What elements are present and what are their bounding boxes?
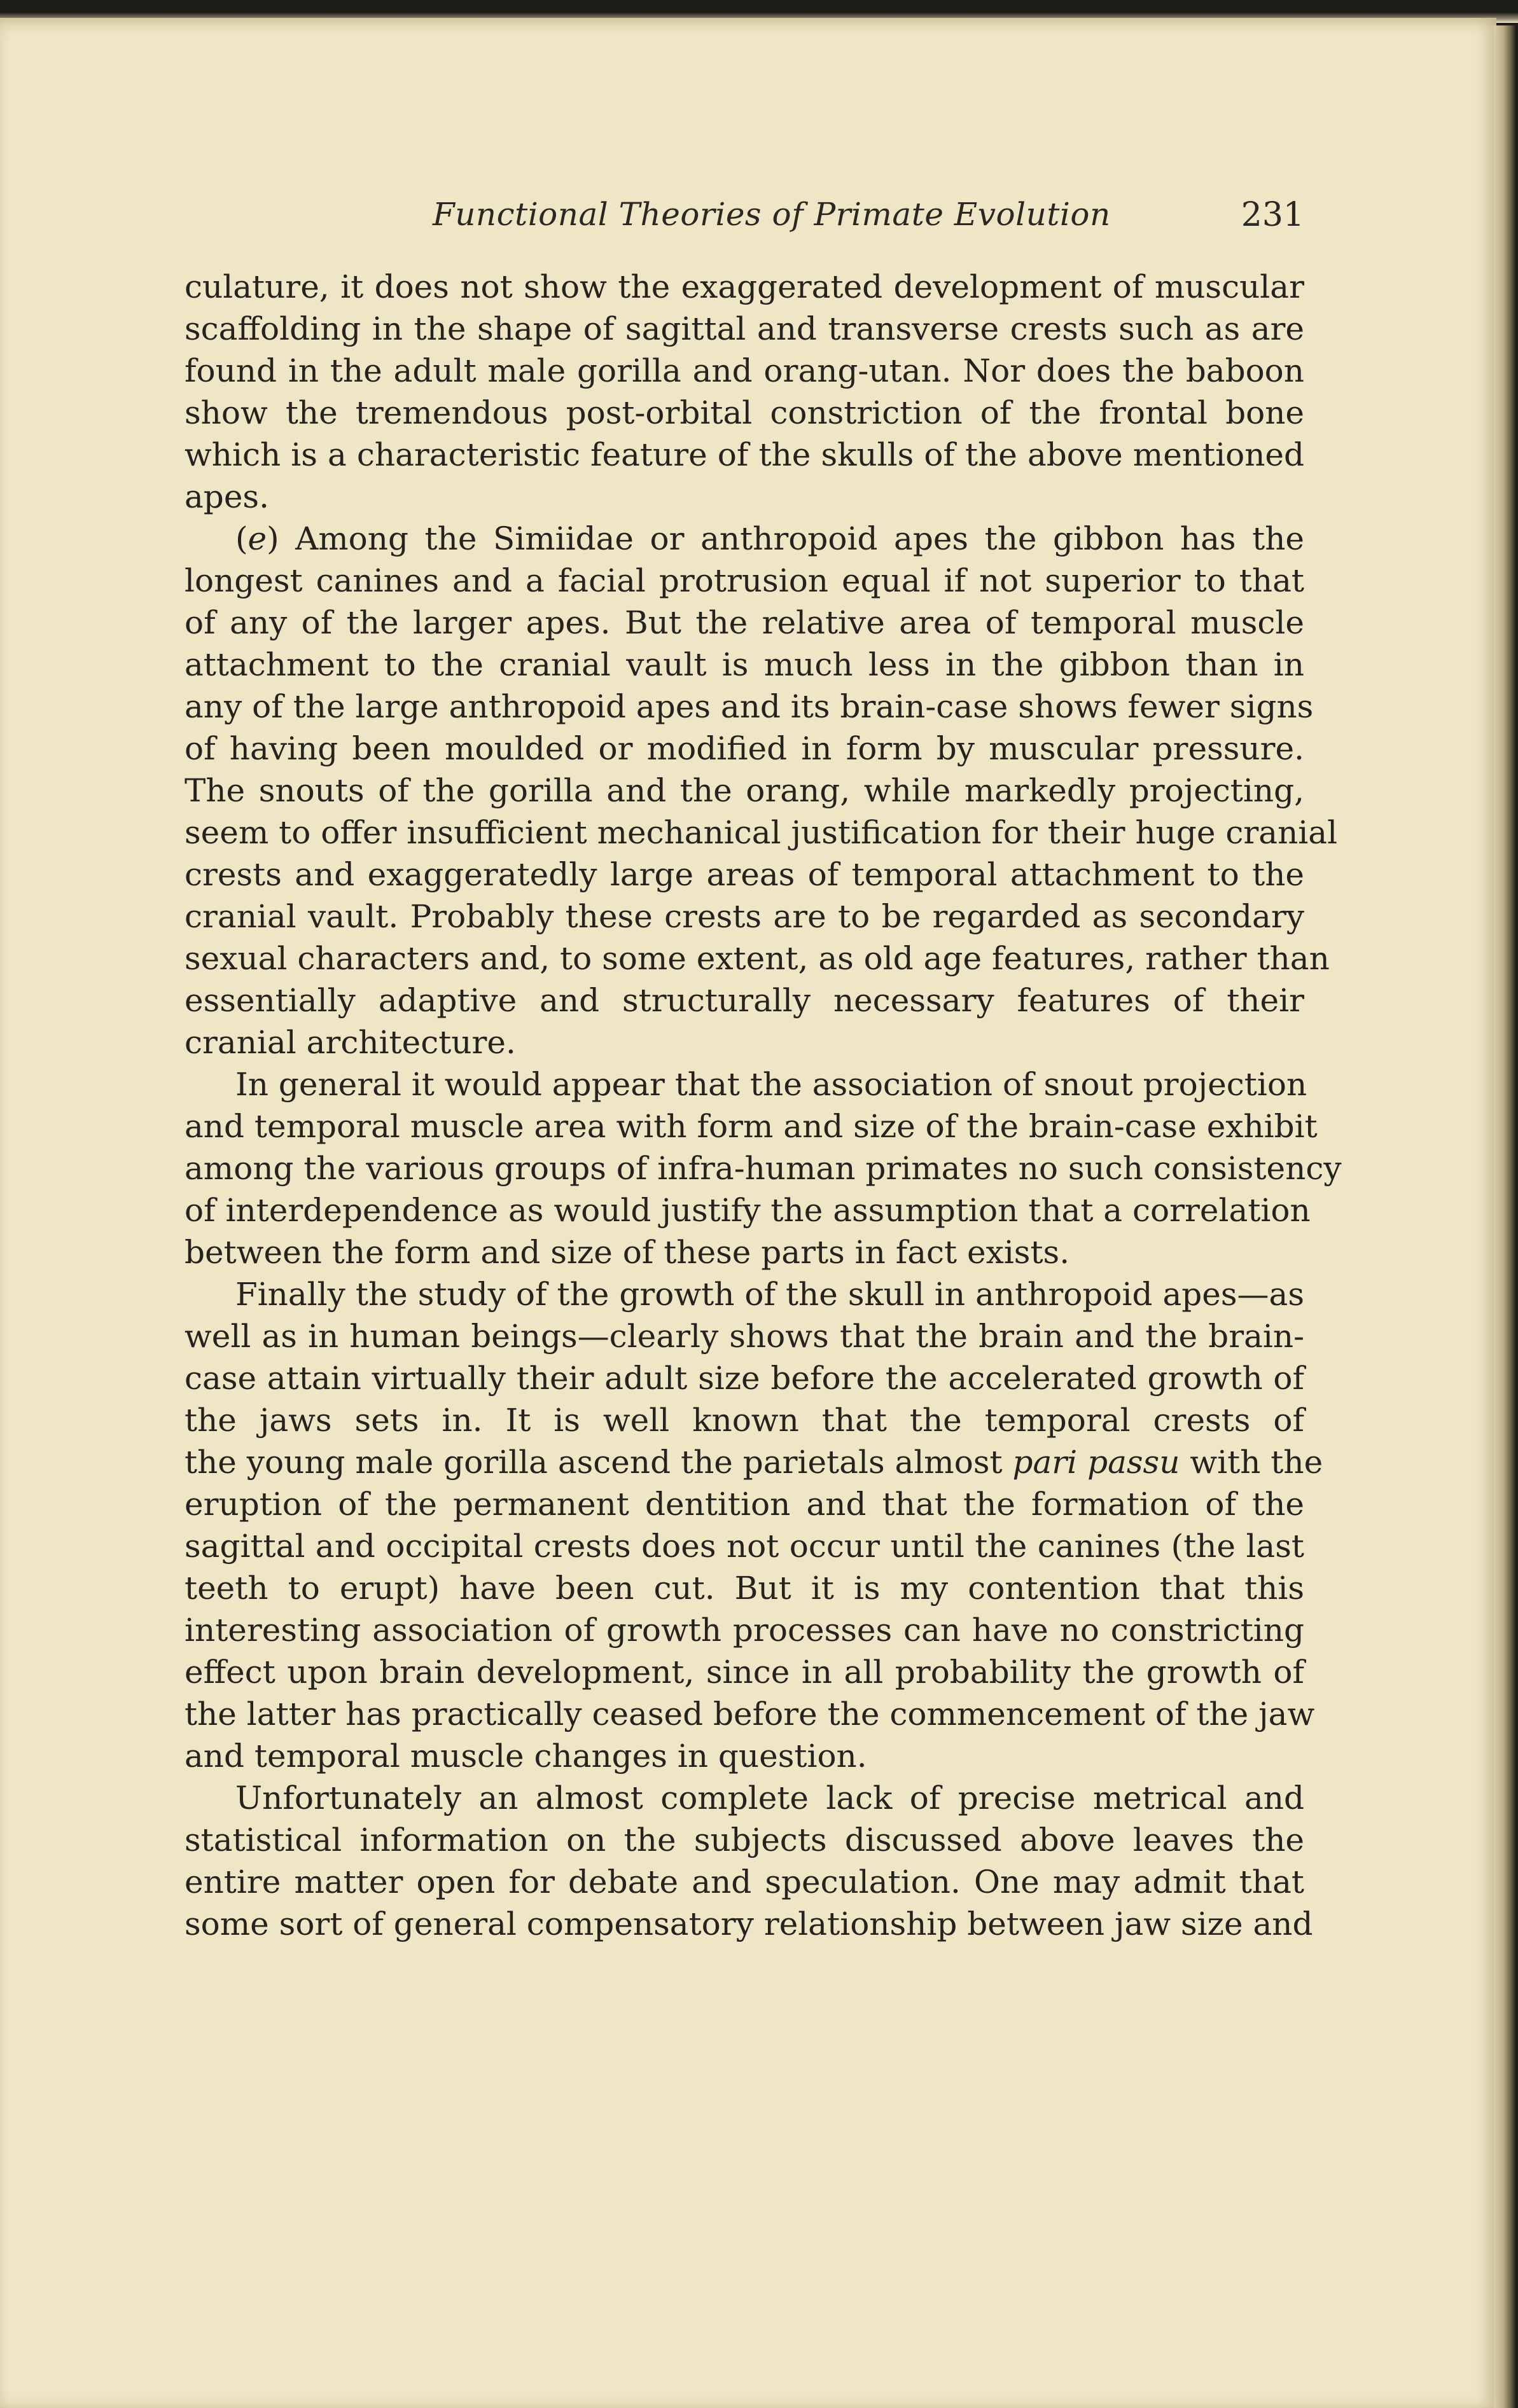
text-line: some sort of general compensatory relationship between jaw size and [185,1906,1313,1942]
text-line: Unfortunately an almost complete lack of precise metrical and [235,1780,1304,1816]
text-line: the jaws sets in. It is well known that the temporal crests of [185,1402,1304,1439]
text-line: of any of the larger apes. But the relative area of temporal muscle [185,604,1304,641]
text-line: cranial vault. Probably these crests are to be regarded as secondary [185,898,1304,935]
text-line: among the various groups of infra-human primates no such consistency [185,1150,1342,1187]
body-text [185,266,1342,1945]
text-line: between the form and size of these parts in fact exists. [185,1234,1070,1271]
text-line: apes. [185,478,269,515]
text-line: longest canines and a facial protrusion equal if not superior to that [185,562,1304,599]
page-fore-edge [1494,25,1515,2408]
running-title: Functional Theories of Primate Evolution [433,196,1111,233]
text-line: well as in human beings—clearly shows that the brain and the brain- [185,1318,1304,1355]
running-head [191,191,1304,242]
text-line: found in the adult male gorilla and orang-utan. Nor does the baboon [185,352,1304,389]
text-line: essentially adaptive and structurally necessary features of their [185,982,1304,1019]
text-line: and temporal muscle area with form and size of the brain-case exhibit [185,1108,1318,1145]
text-line: effect upon brain development, since in all probability the growth of [185,1654,1304,1691]
text-line: case attain virtually their adult size before the accelerated growth of [185,1360,1304,1397]
text-line: show the tremendous post-orbital constriction of the frontal bone [185,394,1304,431]
text-line: In general it would appear that the association of snout projection [235,1066,1307,1103]
text-line: (e) Among the Simiidae or anthropoid apes the gibbon has the [235,520,1304,557]
text-line: the young male gorilla ascend the parietals almost pari passu with the [185,1444,1323,1481]
text-line: statistical information on the subjects discussed above leaves the [185,1822,1304,1858]
text-line: scaffolding in the shape of sagittal and transverse crests such as are [185,310,1304,347]
text-line: which is a characteristic feature of the skulls of the above mentioned [185,436,1304,473]
text-line: eruption of the permanent dentition and that the formation of the [185,1486,1304,1523]
text-line: sexual characters and, to some extent, as old age features, rather than [185,940,1330,977]
text-line: Finally the study of the growth of the skull in anthropoid apes—as [235,1276,1304,1313]
text-line: interesting association of growth processes can have no constricting [185,1612,1304,1649]
italic-marker: e [247,520,267,557]
text-line: attachment to the cranial vault is much less in the gibbon than in [185,646,1304,683]
text-line: sagittal and occipital crests does not occur until the canines (the last [185,1528,1304,1565]
text-line: culature, it does not show the exaggerated development of muscular [185,268,1304,305]
text-line: the latter has practically ceased before the commencement of the jaw [185,1696,1315,1733]
text-line: cranial architecture. [185,1024,516,1061]
text-line: and temporal muscle changes in question. [185,1738,867,1775]
text-line: The snouts of the gorilla and the orang, while markedly projecting, [185,772,1304,809]
text-line: of interdependence as would justify the assumption that a correlation [185,1192,1311,1229]
text-line: crests and exaggeratedly large areas of temporal attachment to the [185,856,1304,893]
text-line: seem to offer insufficient mechanical justification for their huge cranial [185,814,1338,851]
italic-phrase: pari passu [1012,1444,1180,1481]
text-line: of having been moulded or modified in form by muscular pressure. [185,730,1304,767]
text-line: teeth to erupt) have been cut. But it is my contention that this [185,1570,1304,1607]
text-line: entire matter open for debate and speculation. One may admit that [185,1864,1304,1900]
page-number: 231 [1241,196,1304,234]
text-line: any of the large anthropoid apes and its brain-case shows fewer signs [185,688,1314,725]
